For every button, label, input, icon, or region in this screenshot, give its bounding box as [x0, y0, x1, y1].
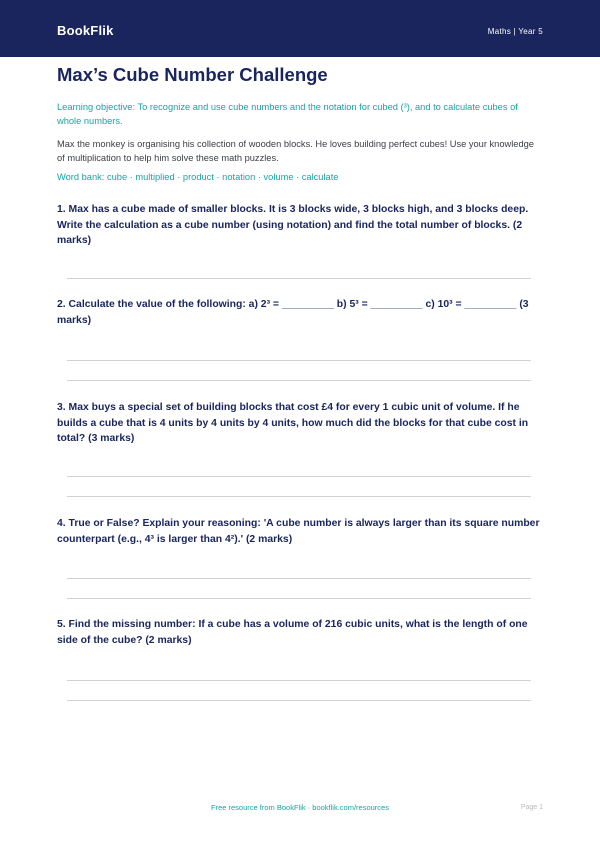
- intro-paragraph: Max the monkey is organising his collection of wooden blocks. He loves building perfect cubes! Use your knowledge of multiplication to help him solve these math puzzles.: [57, 139, 534, 163]
- answer-line: [67, 578, 531, 579]
- header-bar: [0, 0, 600, 57]
- answer-line: [67, 680, 531, 681]
- learning-objective: Learning objective: To recognize and use cube numbers and the notation for cubed (³), and to calculate cubes of whole numbers.: [57, 102, 518, 126]
- answer-line: [67, 700, 531, 701]
- brand-logo-text: BookFlik: [57, 23, 114, 38]
- page-number: Page 1: [520, 804, 543, 811]
- question-3: 3. Max buys a special set of building blocks that cost £4 for every 1 cubic unit of volume. If he builds a cube that is 4 units by 4 units by 4 units, how much did the blocks for that cube cost in total? (3 marks): [57, 402, 529, 444]
- question-4: 4. True or False? Explain your reasoning: 'A cube number is always larger than its square number counterpart (e.g., 4³ is larger than 4²).' (2 marks): [57, 518, 540, 545]
- worksheet-title: Max’s Cube Number Challenge: [57, 64, 328, 85]
- question-2: 2. Calculate the value of the following: a) 2³ = _________ b) 5³ = _________ c) 10³ = _________ (3 marks): [57, 299, 529, 326]
- answer-line: [67, 278, 531, 279]
- question-5: 5. Find the missing number: If a cube has a volume of 216 cubic units, what is the length of one side of the cube? (2 marks): [57, 619, 528, 646]
- answer-line: [67, 598, 531, 599]
- question-1: 1. Max has a cube made of smaller blocks. It is 3 blocks wide, 3 blocks high, and 3 blocks deep. Write the calculation as a cube number (using notation) and find the total number of blocks. (2 marks): [57, 204, 529, 246]
- answer-line: [67, 380, 531, 381]
- footer-resource-link[interactable]: Free resource from BookFlik · bookflik.com/resources: [211, 803, 389, 812]
- word-bank: Word bank: cube · multiplied · product · notation · volume · calculate: [57, 172, 339, 182]
- answer-line: [67, 496, 531, 497]
- answer-line: [67, 360, 531, 361]
- answer-line: [67, 476, 531, 477]
- subject-year-label: Maths | Year 5: [487, 27, 543, 36]
